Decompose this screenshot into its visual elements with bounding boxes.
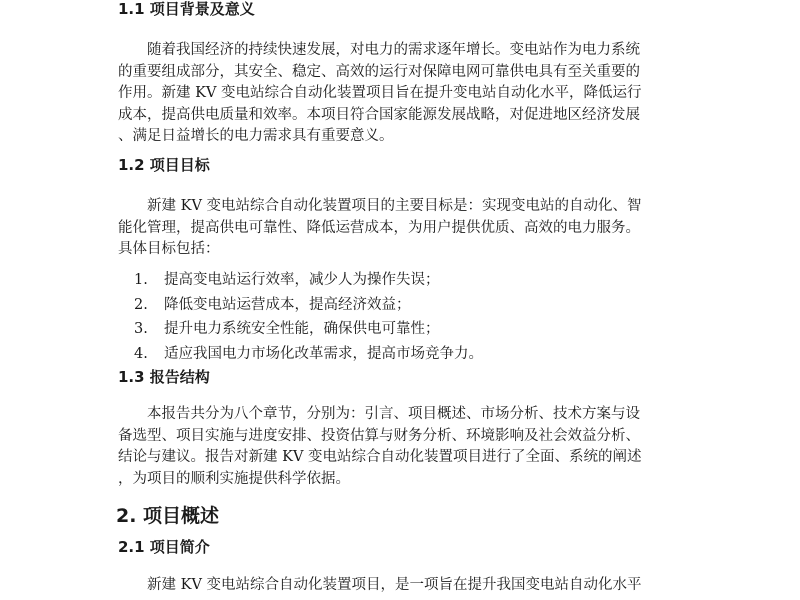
paragraph-line: 具体目标包括： xyxy=(118,241,220,257)
paragraph-report-structure xyxy=(118,404,690,490)
list-item-text: 降低变电站运营成本，提高经济效益； xyxy=(164,296,411,313)
chapter-heading-2: 2. 项目概述 xyxy=(116,505,220,527)
paragraph-line: 随着我国经济的持续快速发展，对电力的需求逐年增长。变电站作为电力系统 xyxy=(118,42,640,58)
list-item-number: 3. xyxy=(134,321,148,337)
list-item-text: 适应我国电力市场化改革需求，提高市场竞争力。 xyxy=(164,345,483,362)
list-item xyxy=(134,317,483,342)
paragraph-line: 新建 KV 变电站综合自动化装置项目，是一项旨在提升我国变电站自动化水平 xyxy=(118,577,642,593)
paragraph-line: 本报告共分为八个章节，分别为：引言、项目概述、市场分析、技术方案与设 xyxy=(118,406,640,422)
paragraph-line: ，为项目的顺利实施提供科学依据。 xyxy=(118,470,350,487)
list-item-number: 1. xyxy=(134,272,148,288)
section-heading-1-1: 1.1 项目背景及意义 xyxy=(118,0,255,18)
list-item-text: 提升电力系统安全性能，确保供电可靠性； xyxy=(164,321,440,337)
paragraph-project-intro xyxy=(118,575,690,597)
paragraph-line: 结论与建议。报告对新建 KV 变电站综合自动化装置项目进行了全面、系统的阐述 xyxy=(118,449,642,465)
list-item xyxy=(134,293,483,318)
section-heading-2-1: 2.1 项目简介 xyxy=(118,538,210,556)
list-item-number: 2. xyxy=(134,296,148,313)
paragraph-line: 、满足日益增长的电力需求具有重要意义。 xyxy=(118,128,394,144)
paragraph-line: 成本，提高供电质量和效率。本项目符合国家能源发展战略，对促进地区经济发展 xyxy=(118,106,640,123)
goals-list xyxy=(134,268,483,366)
paragraph-goals xyxy=(118,196,690,261)
list-item-text: 提高变电站运行效率，减少人为操作失误； xyxy=(164,272,440,288)
paragraph-line: 备选型、项目实施与进度安排、投资估算与财务分析、环境影响及社会效益分析、 xyxy=(118,427,640,444)
paragraph-line: 能化管理，提高供电可靠性、降低运营成本，为用户提供优质、高效的电力服务。 xyxy=(118,219,640,236)
paragraph-line: 作用。新建 KV 变电站综合自动化装置项目旨在提升变电站自动化水平，降低运行 xyxy=(118,85,642,101)
list-item-number: 4. xyxy=(134,345,148,362)
paragraph-line: 新建 KV 变电站综合自动化装置项目的主要目标是：实现变电站的自动化、智 xyxy=(118,198,642,214)
paragraph-background xyxy=(118,40,690,148)
section-heading-1-2: 1.2 项目目标 xyxy=(118,156,210,174)
section-heading-1-3: 1.3 报告结构 xyxy=(118,368,210,386)
list-item xyxy=(134,268,483,293)
paragraph-line: 的重要组成部分，其安全、稳定、高效的运行对保障电网可靠供电具有至关重要的 xyxy=(118,63,640,80)
list-item xyxy=(134,342,483,367)
